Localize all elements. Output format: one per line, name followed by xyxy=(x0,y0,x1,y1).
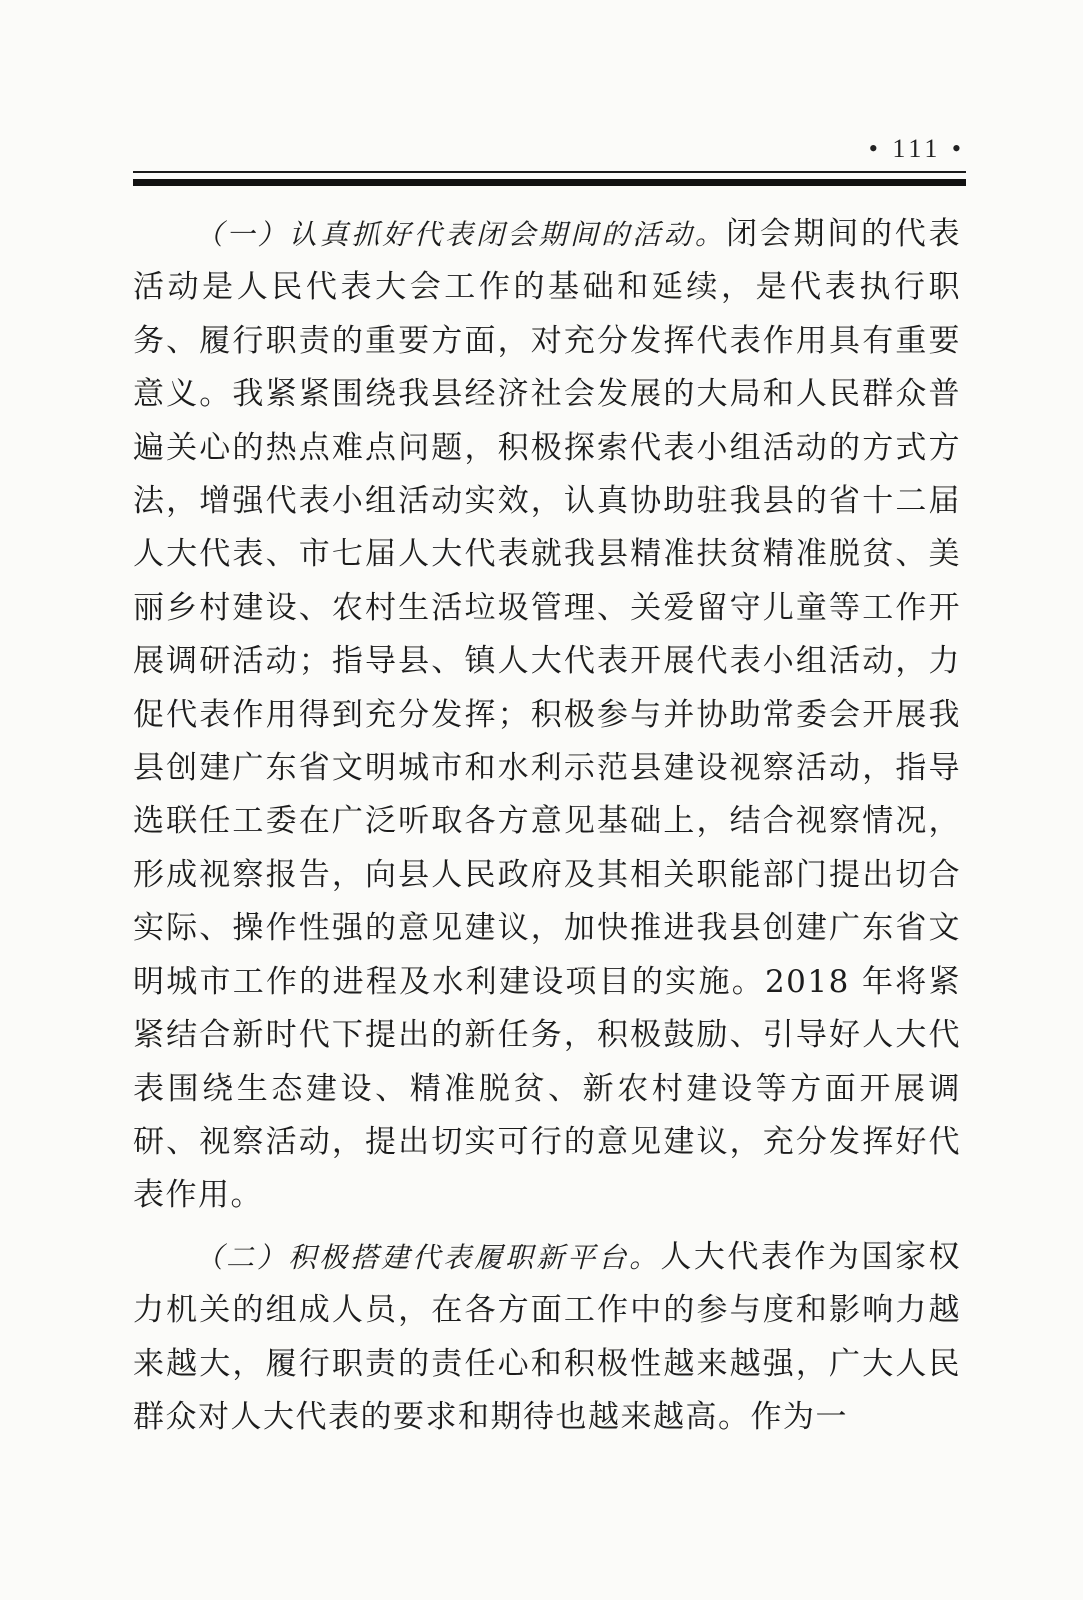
paragraph-1-heading: （一）认真抓好代表闭会期间的活动。 xyxy=(195,218,727,251)
paragraph-2-text: 人大代表作为国家权力机关的组成人员，在各方面工作中的参与度和影响力越来越大，履行职责的责任心和积极性越来越强，广大人民群众对人大代表的要求和期待也越来越高。作为一 xyxy=(133,1238,961,1435)
page-number: • 111 • xyxy=(868,134,965,163)
paragraph-2-heading: （二）积极搭建代表履职新平台。 xyxy=(195,1240,661,1274)
body-text xyxy=(133,208,961,1452)
header-rule-thin xyxy=(133,171,966,173)
paragraph-1-text: 闭会期间的代表活动是人民代表大会工作的基础和延续，是代表执行职务、履行职责的重要方面，对充分发挥代表作用具有重要意义。我紧紧围绕我县经济社会发展的大局和人民群众普遍关心的热点难点问题，积极探索代表小组活动的方式方法，增强代表小组活动实效，认真协助驻我县的省十二届人大代表、市七届人大代表就我县精准扶贫精准脱贫、美丽乡村建设、农村生活垃圾管理、关爱留守儿童等工作开展调研活动；指导县、镇人大代表开展代表小组活动，力促代表作用得到充分发挥；积极参与并协助常委会开展我县创建广东省文明城市和水利示范县建设视察活动，指导选联任工委在广泛听取各方意见基础上，结合视察情况，形成视察报告，向县人民政府及其相关职能部门提出切合实际、操作性强的意见建议，加快推进我县创建广东省文明城市工作的进程及水利建设项目的实施。2018 年将紧紧结合新时代下提出的新任务，积极鼓励、引导好人大代表围绕生态建设、精准脱贫、新农村建设等方面开展调研、视察活动，提出切实可行的意见建议，充分发挥好代表作用。 xyxy=(133,216,961,1214)
paragraph-1 xyxy=(133,208,961,1223)
header-rule-thick xyxy=(133,179,966,186)
paragraph-2 xyxy=(133,1231,961,1445)
